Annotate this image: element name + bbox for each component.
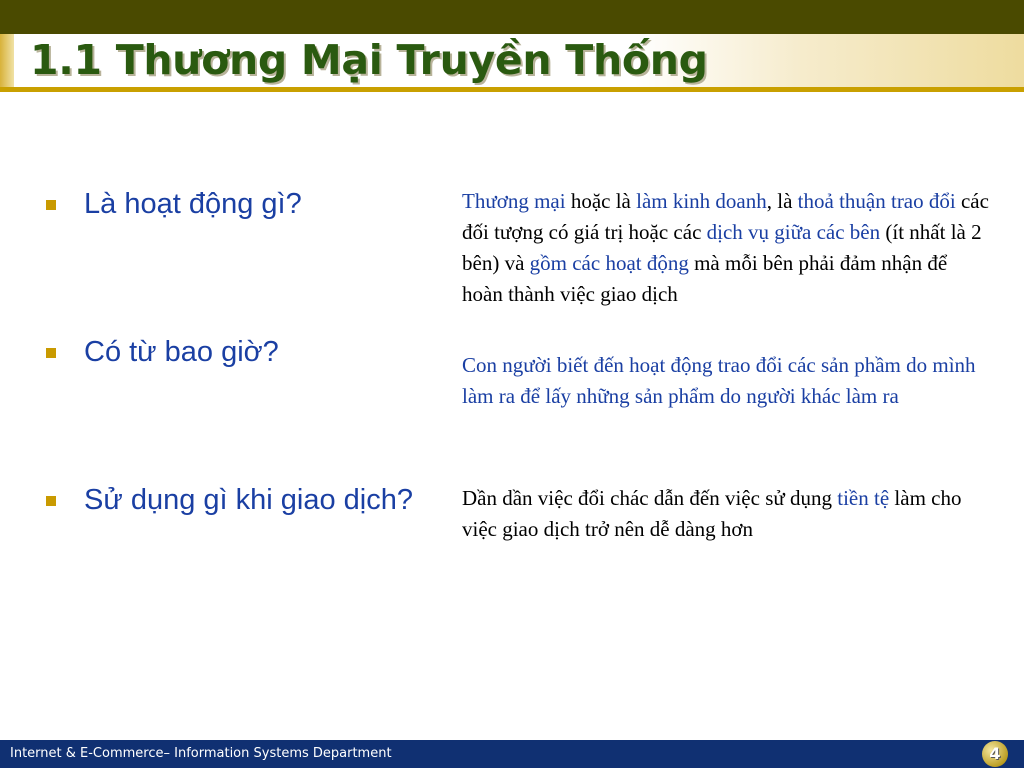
bullet-text: Là hoạt động gì? xyxy=(84,188,302,220)
term-thoa-thuan-trao-doi: thoả thuận trao đổi xyxy=(797,189,956,213)
bullet-text: Sử dụng gì khi giao dịch? xyxy=(84,484,413,516)
term-thuong-mai: Thương mại xyxy=(462,189,566,213)
bullet-item xyxy=(44,482,424,518)
text-run: , là xyxy=(766,189,798,213)
currency-paragraph xyxy=(462,483,992,545)
page-number-badge: 4 xyxy=(982,741,1008,767)
bullet-item xyxy=(44,186,424,222)
title-underline xyxy=(0,87,1024,92)
footer-text: Internet & E-Commerce– Information Systems Department xyxy=(10,746,392,761)
bullet-square-icon xyxy=(46,348,56,358)
bullet-square-icon xyxy=(46,200,56,210)
text-run: (ít nhất là 2 bên) và xyxy=(462,220,982,275)
footer-bar xyxy=(0,740,1024,768)
title-left-accent xyxy=(0,34,14,92)
text-run: Dần dần việc đổi chác dẫn đến việc sử dụng xyxy=(462,486,838,510)
term-tien-te: tiền tệ xyxy=(837,486,890,510)
text-run: làm cho việc giao dịch trở nên dễ dàng hơn xyxy=(462,486,962,541)
text-run: mà mỗi bên phải đảm nhận để hoàn thành việc giao dịch xyxy=(462,251,948,306)
definition-paragraph xyxy=(462,186,992,310)
term-hoat-dong: gồm các hoạt động xyxy=(529,251,689,275)
term-lam-kinh-doanh: làm kinh doanh xyxy=(636,189,767,213)
bullet-square-icon xyxy=(46,496,56,506)
history-paragraph: Con người biết đến hoạt động trao đổi các sản phầm do mình làm ra để lấy những sản phẩm do người khác làm ra xyxy=(462,353,976,408)
bullet-item xyxy=(44,334,424,370)
text-run: hoặc là xyxy=(565,189,637,213)
text-run: các đối tượng có giá trị hoặc các xyxy=(462,189,989,244)
term-dich-vu: dịch vụ giữa các bên xyxy=(706,220,881,244)
bullet-list xyxy=(44,186,424,518)
bullet-text: Có từ bao giờ? xyxy=(84,336,279,368)
explanation-column xyxy=(462,186,992,545)
top-band xyxy=(0,0,1024,34)
slide-title: 1.1 Thương Mại Truyền Thống xyxy=(30,36,708,84)
